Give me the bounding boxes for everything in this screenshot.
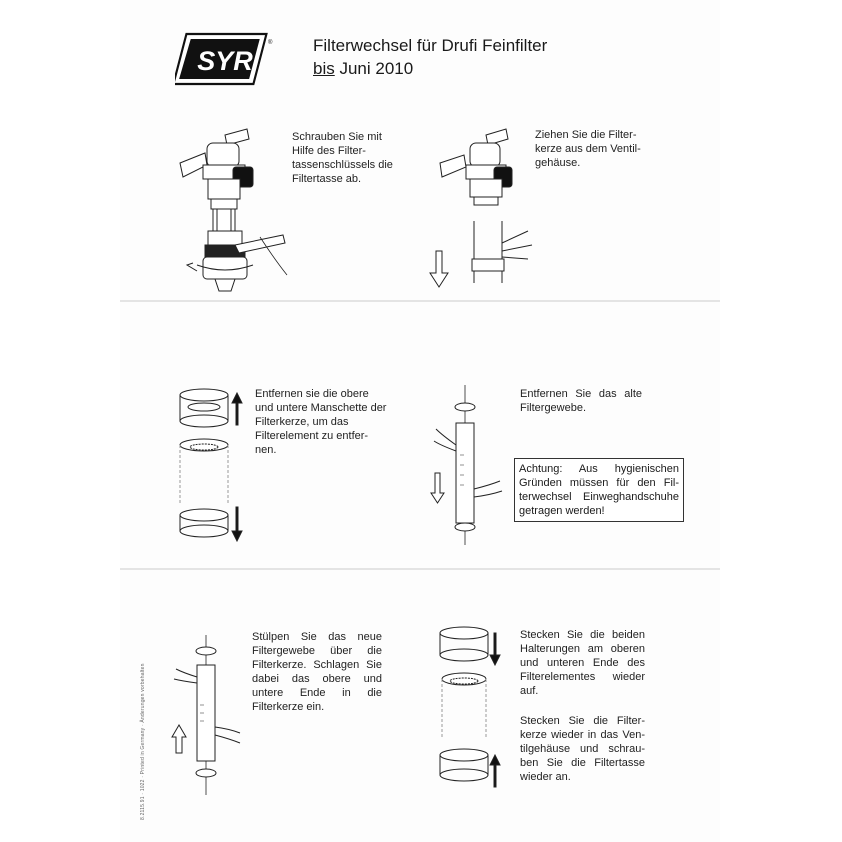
title-underlined: bis [313,59,335,78]
step6a-text: Stecken Sie die beiden Halterungen am oberen und unteren Ende des Filterelementes wieder auf. [520,629,645,697]
step3-illustration [172,385,252,545]
title-line1: Filterwechsel für Drufi Feinfilter [313,36,548,55]
title-rest: Juni 2010 [334,59,414,78]
step3-text: Entfernen sie die obere und untere Manschette der Filterkerze, um das Filterelement zu entfer-nen. [255,388,387,456]
svg-text:®: ® [268,40,273,46]
logo-text: SYR [197,46,253,76]
step2-illustration [428,125,538,290]
step1-illustration [175,125,290,300]
step5-text: Stülpen Sie das neue Filtergewebe über die Filterkerze. Schlagen Sie dabei das obere und untere Ende in die Filterkerze ein. [252,631,382,713]
step2-text: Ziehen Sie die Filter-kerze aus dem Ventil-gehäuse. [535,129,641,169]
step6b-text: Stecken Sie die Filter-kerze wieder in das Ven-tilgehäuse und schrau-ben Sie die Filtertasse wieder an. [520,715,645,783]
page-title [313,34,547,80]
step4-text: Entfernen Sie das alte Filtergewebe. [520,388,642,414]
title-line2 [313,57,547,80]
side-print-note: 8.2115.91 · 1022 · Printed in Germany · Änderungen vorbehalten [140,663,146,820]
step4-illustration [430,385,505,545]
hygiene-warning: Achtung: Aus hygienischen Gründen müssen für den Fil-terwechsel Einweghandschuhe getragen werden! [514,458,684,522]
syr-logo [175,30,275,88]
fold-line [120,300,720,302]
fold-line [120,568,720,570]
step6-illustration [432,625,512,795]
step5-illustration [170,635,250,795]
step1-text: Schrauben Sie mit Hilfe des Filter-tassenschlüssels die Filtertasse ab. [292,131,393,185]
